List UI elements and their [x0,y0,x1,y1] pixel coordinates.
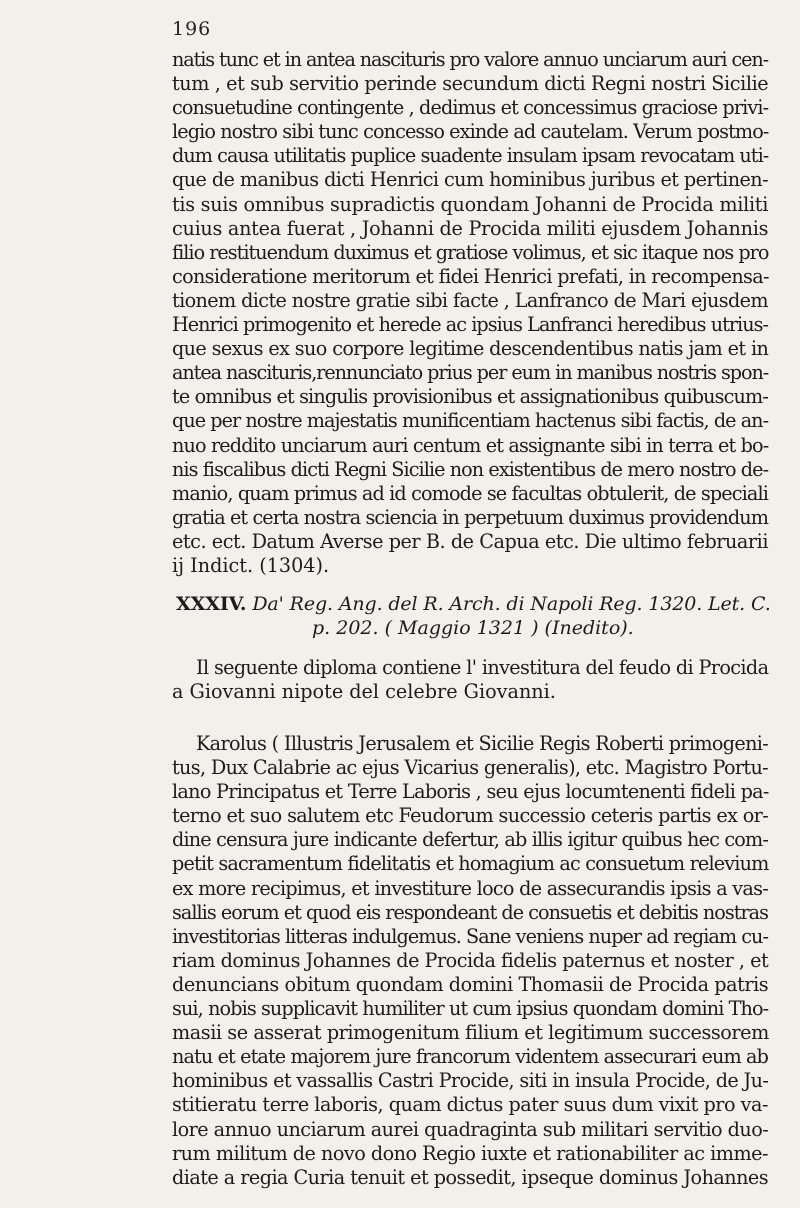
text-line: sui, nobis supplicavit humiliter ut cum ipsius quondam domini Tho- [172,997,769,1021]
text-line: diate a regia Curia tenuit et possedit, ipseque dominus Johannes [172,1165,768,1189]
text-line: filio restituendum duximus et gratiose volimus, et sic itaque nos pro [172,240,769,264]
paragraph-diploma [172,732,768,1190]
text-line: natis tunc et in antea nascituris pro valore annuo unciarum auri cen- [172,48,768,71]
text-line: nuo reddito unciarum auri centum et assignante sibi in terra et bo- [172,433,769,457]
text-line: que sexus ex suo corpore legitime descendentibus natis jam et in [172,337,769,361]
text-line: a Giovanni nipote del celebre Giovanni. [172,680,556,704]
text-line: te omnibus et singulis provisionibus et assignationibus quibuscum- [172,385,768,409]
text-line: tum , et sub servitio perinde secundum dicti Regni nostri Sicilie [172,72,769,96]
text-line: natu et etate majorem jure francorum videntem assecurari eum ab [172,1045,768,1069]
text-line: nis fiscalibus dicti Regni Sicilie non existentibus de mero nostro de- [172,457,769,481]
text-line: gratia et certa nostra sciencia in perpetuum duximus providendum [172,505,768,529]
text-line: antea nascituris,rennunciato prius per eum in manibus nostris spon- [172,361,769,385]
text-line: dum causa utilitatis puplice suadente insulam ipsam revocatam uti- [172,144,769,168]
heading-line: p. 202. ( Maggio 1321 ) (Inedito). [312,617,634,640]
text-line: dine censura jure indicante defertur, ab illis igitur quibus hec com- [172,828,768,852]
text-line: hominibus et vassallis Castri Procide, siti in insula Procide, de Ju- [172,1069,769,1093]
text-line: lano Principatus et Terre Laboris , seu ejus locumtenenti fideli pa- [172,780,769,804]
text-line: Henrici primogenito et herede ac ipsius Lanfranci heredibus utrius- [172,313,768,337]
text-line: ex more recipimus, et investiture loco de assecurandis ipsis a vas- [172,876,768,900]
heading-line [172,592,771,616]
text-line: manio, quam primus ad id comode se facultas obtulerit, de speciali [172,481,769,505]
text-line: rum militum de novo dono Regio iuxte et rationabiliter ac imme- [172,1141,768,1165]
text-line: consuetudine contingente , dedimus et concessimus graciose privi- [172,96,769,120]
page-number: 196 [172,18,212,40]
text-line: investitorias litteras indulgemus. Sane veniens nuper ad regiam cu- [172,924,768,948]
paragraph-continuation [172,48,768,578]
document-source: Da' Reg. Ang. del R. Arch. di Napoli Reg. 1320. Let. C. [252,593,771,615]
document-heading [172,592,771,640]
text-line: petit sacramentum fidelitatis et homagium ac consuetum relevium [172,852,769,876]
paragraph-note [172,656,768,704]
text-line: masii se asserat primogenitum filium et legitimum successorem [172,1021,769,1045]
document-number: XXXIV. [176,593,247,615]
text-line: tionem dicte nostre gratie sibi facte , Lanfranco de Mari ejusdem [172,288,768,312]
text-line: que de manibus dicti Henrici cum hominibus juribus et pertinen- [172,168,768,192]
text-line: ij Indict. (1304). [172,553,330,577]
text-line: Karolus ( Illustris Jerusalem et Sicilie Regis Roberti primogeni- [196,732,769,755]
text-line: tus, Dux Calabrie ac ejus Vicarius generalis), etc. Magistro Portu- [172,756,768,780]
text-line: riam dominus Johannes de Procida fidelis paternus et noster , et [172,948,769,972]
text-line: legio nostro sibi tunc concesso exinde ad cautelam. Verum postmo- [172,120,769,144]
text-line: denuncians obitum quondam domini Thomasii de Procida patris [172,972,769,996]
text-line: tis suis omnibus supradictis quondam Johanni de Procida militi [172,192,769,216]
text-line: lore annuo unciarum aurei quadraginta sub militari servitio duo- [172,1117,769,1141]
text-line: sallis eorum et quod eis respondeant de consuetis et debitis nostras [172,900,769,924]
text-line: cuius antea fuerat , Johanni de Procida militi ejusdem Johannis [172,216,769,240]
text-line: stitieratu terre laboris, quam dictus pater suus dum vixit pro va- [172,1093,768,1117]
text-line: consideratione meritorum et fidei Henrici prefati, in recompensa- [172,264,769,288]
text-line: Il seguente diploma contiene l' investitura del feudo di Procida [196,656,769,679]
text-line: que per nostre majestatis munificentiam hactenus sibi factis, de an- [172,409,769,433]
text-line: etc. ect. Datum Averse per B. de Capua etc. Die ultimo februarii [172,529,768,553]
text-line: terno et suo salutem etc Feudorum successio ceteris partis ex or- [172,804,769,828]
